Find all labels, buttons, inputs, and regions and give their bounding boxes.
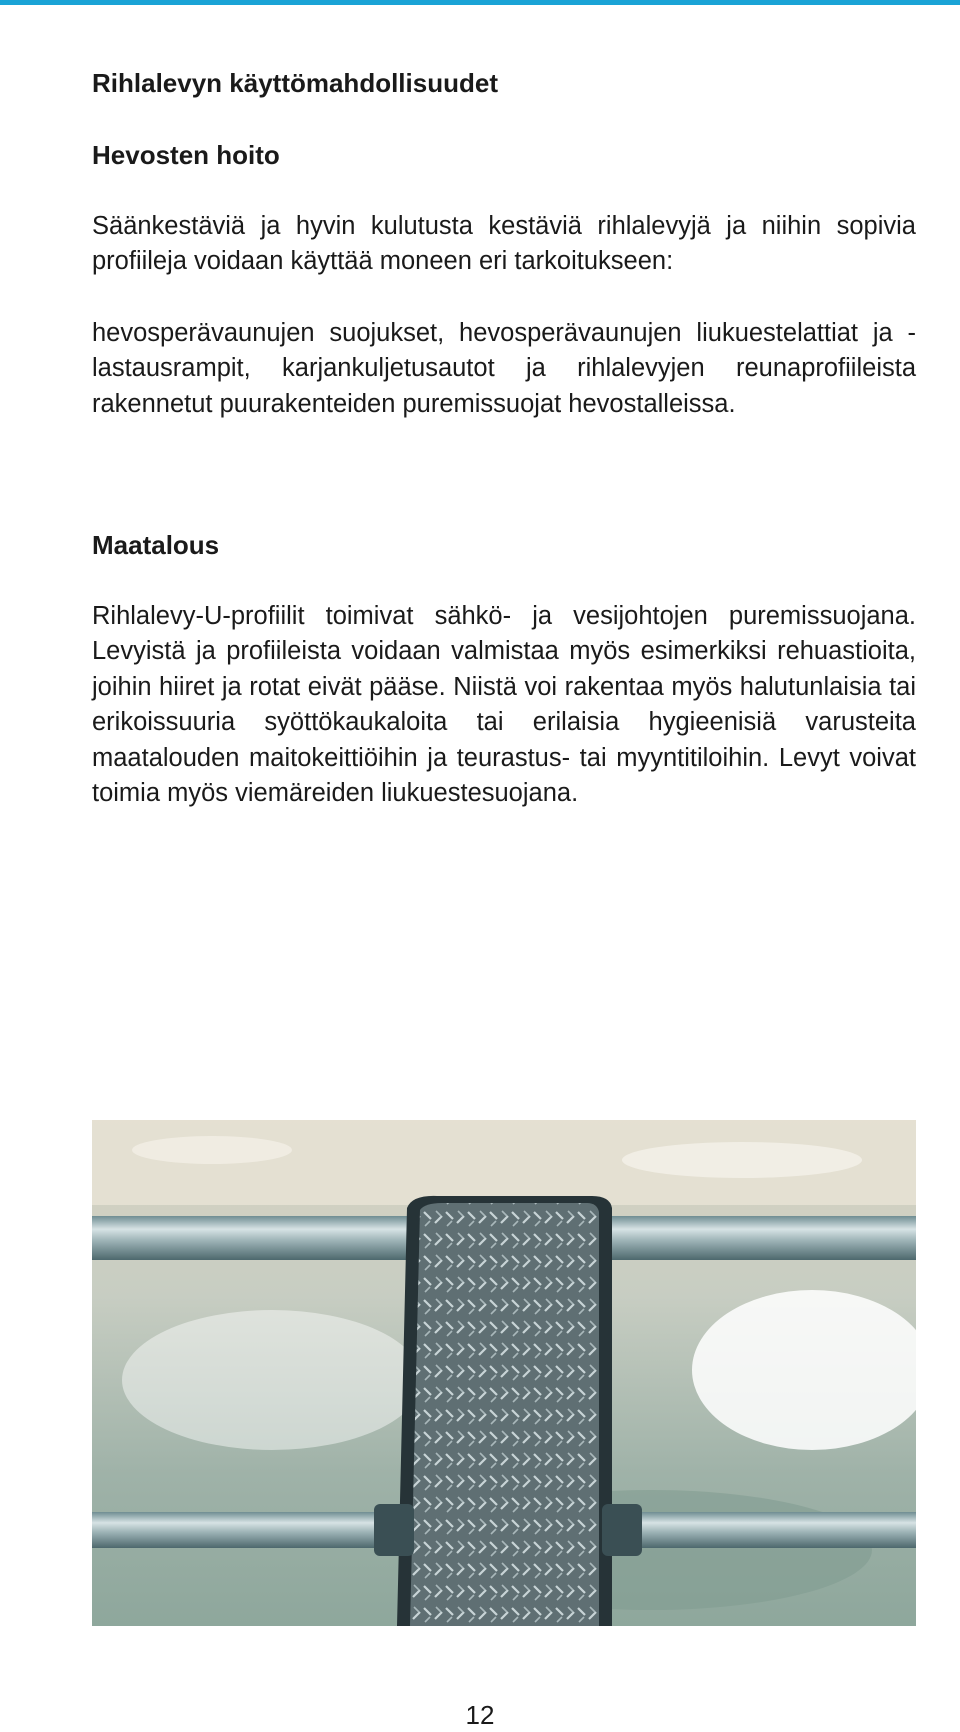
top-accent-rule [0,0,960,5]
section-paragraph: Säänkestäviä ja hyvin kulutusta kestäviä rihlalevyjä ja niihin sopivia profiileja voidaan käyttää moneen eri tarkoitukseen: [92,212,916,276]
page-number: 12 [465,1700,495,1730]
page-title: Rihlalevyn käyttömahdollisuudet [92,68,498,98]
section-paragraph: hevosperävaunujen suojukset, hevosperävaunujen liukuestelattiat ja -lastausrampit, karjankuljetusautot ja rihlalevyjen reunaprofiileista rakennetut puurakenteiden puremissuojat hevostalleissa. [92,319,916,418]
fence-photo [92,1120,916,1626]
section-heading-horse-care: Hevosten hoito [92,140,280,170]
section-paragraph: Rihlalevy-U-profiilit toimivat sähkö- ja vesijohtojen puremissuojana. Levyistä ja profiileista voidaan valmistaa myös esimerkiksi rehuastioita, joihin hiiret ja rotat eivät pääse. Niistä voi rakentaa myös halutunlaisia tai erikoissuuria syöttökaukaloita tai erilaisia hygieenisiä varusteita maatalouden maitokeittiöihin ja teurastus- tai myyntitiloihin. Levyt voivat toimia myös viemäreiden liukuestesuojana. [92,602,916,808]
section-heading-agriculture: Maatalous [92,530,220,560]
